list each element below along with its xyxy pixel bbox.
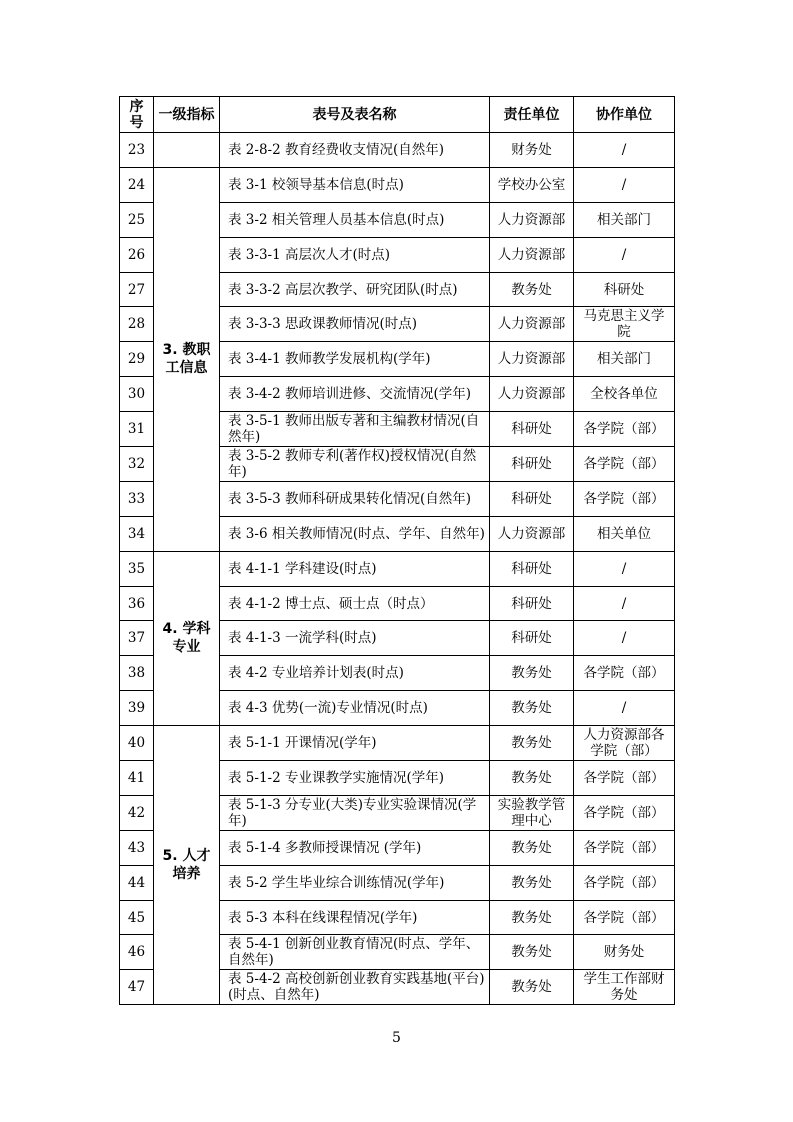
row-table-name: 表 5-2 学生毕业综合训练情况(学年) <box>220 865 490 900</box>
row-cooperating: / <box>574 167 675 202</box>
row-cooperating: / <box>574 133 675 168</box>
table-row <box>120 167 675 202</box>
table-row <box>120 726 675 761</box>
row-table-name: 表 4-2 专业培养计划表(时点) <box>220 656 490 691</box>
row-cooperating: 各学院（部） <box>574 830 675 865</box>
table-header-row <box>120 97 675 133</box>
row-no: 43 <box>120 830 154 865</box>
row-table-name: 表 3-5-2 教师专利(著作权)授权情况(自然年) <box>220 447 490 482</box>
row-no: 33 <box>120 481 154 516</box>
row-no: 29 <box>120 342 154 377</box>
row-table-name: 表 4-3 优势(一流)专业情况(时点) <box>220 691 490 726</box>
row-no: 23 <box>120 133 154 168</box>
row-cooperating: 各学院（部） <box>574 900 675 935</box>
row-table-name: 表 3-4-2 教师培训进修、交流情况(学年) <box>220 377 490 412</box>
row-no: 26 <box>120 237 154 272</box>
table-row <box>120 133 675 168</box>
row-no: 47 <box>120 970 154 1005</box>
group-discipline: 4. 学科专业 <box>154 551 220 725</box>
row-responsible: 科研处 <box>490 551 574 586</box>
row-cooperating: 各学院（部） <box>574 865 675 900</box>
row-no: 37 <box>120 621 154 656</box>
row-table-name: 表 5-1-2 专业课教学实施情况(学年) <box>220 761 490 796</box>
row-table-name: 表 5-4-2 高校创新创业教育实践基地(平台)(时点、自然年) <box>220 970 490 1005</box>
row-table-name: 表 5-1-1 开课情况(学年) <box>220 726 490 761</box>
row-cooperating: / <box>574 586 675 621</box>
row-no: 42 <box>120 795 154 830</box>
row-table-name: 表 3-3-1 高层次人才(时点) <box>220 237 490 272</box>
row-cooperating: 各学院（部） <box>574 656 675 691</box>
row-cooperating: 财务处 <box>574 935 675 970</box>
row-cooperating: / <box>574 691 675 726</box>
row-cooperating: 相关单位 <box>574 516 675 551</box>
row-cooperating: 全校各单位 <box>574 377 675 412</box>
row-no: 32 <box>120 447 154 482</box>
row-cooperating: / <box>574 621 675 656</box>
row-cooperating: 相关部门 <box>574 202 675 237</box>
row-no: 25 <box>120 202 154 237</box>
row-responsible: 教务处 <box>490 726 574 761</box>
row-no: 30 <box>120 377 154 412</box>
row-responsible: 人力资源部 <box>490 516 574 551</box>
row-cooperating: 各学院（部） <box>574 795 675 830</box>
row-cooperating: / <box>574 551 675 586</box>
row-no: 39 <box>120 691 154 726</box>
row-no: 38 <box>120 656 154 691</box>
row-table-name: 表 5-1-3 分专业(大类)专业实验课情况(学年) <box>220 795 490 830</box>
row-responsible: 教务处 <box>490 830 574 865</box>
table-row <box>120 551 675 586</box>
row-responsible: 教务处 <box>490 900 574 935</box>
row-table-name: 表 3-5-3 教师科研成果转化情况(自然年) <box>220 481 490 516</box>
row-responsible: 教务处 <box>490 272 574 307</box>
row-table-name: 表 2-8-2 教育经费收支情况(自然年) <box>220 133 490 168</box>
row-responsible: 科研处 <box>490 621 574 656</box>
row-responsible: 科研处 <box>490 586 574 621</box>
row-no: 34 <box>120 516 154 551</box>
row-no: 36 <box>120 586 154 621</box>
row-responsible: 教务处 <box>490 691 574 726</box>
row-no: 24 <box>120 167 154 202</box>
group-cell-empty <box>154 133 220 168</box>
row-responsible: 人力资源部 <box>490 202 574 237</box>
row-responsible: 教务处 <box>490 865 574 900</box>
row-cooperating: 各学院（部） <box>574 412 675 447</box>
header-no: 序号 <box>120 97 154 133</box>
row-table-name: 表 3-2 相关管理人员基本信息(时点) <box>220 202 490 237</box>
row-no: 35 <box>120 551 154 586</box>
header-cooperating: 协作单位 <box>574 97 675 133</box>
row-no: 31 <box>120 412 154 447</box>
row-responsible: 实验教学管理中心 <box>490 795 574 830</box>
row-no: 40 <box>120 726 154 761</box>
row-responsible: 科研处 <box>490 447 574 482</box>
row-cooperating: 相关部门 <box>574 342 675 377</box>
row-table-name: 表 5-1-4 多教师授课情况 (学年) <box>220 830 490 865</box>
row-no: 28 <box>120 307 154 342</box>
row-responsible: 科研处 <box>490 412 574 447</box>
row-responsible: 科研处 <box>490 481 574 516</box>
row-cooperating: 学生工作部财务处 <box>574 970 675 1005</box>
row-table-name: 表 4-1-1 学科建设(时点) <box>220 551 490 586</box>
row-cooperating: 各学院（部） <box>574 447 675 482</box>
row-no: 44 <box>120 865 154 900</box>
row-responsible: 人力资源部 <box>490 307 574 342</box>
header-responsible: 责任单位 <box>490 97 574 133</box>
row-cooperating: / <box>574 237 675 272</box>
row-cooperating: 各学院（部） <box>574 761 675 796</box>
row-no: 46 <box>120 935 154 970</box>
row-responsible: 财务处 <box>490 133 574 168</box>
row-no: 27 <box>120 272 154 307</box>
row-cooperating: 各学院（部） <box>574 481 675 516</box>
row-table-name: 表 3-5-1 教师出版专著和主编教材情况(自然年) <box>220 412 490 447</box>
header-table-name: 表号及表名称 <box>220 97 490 133</box>
row-no: 45 <box>120 900 154 935</box>
row-responsible: 教务处 <box>490 970 574 1005</box>
row-cooperating: 人力资源部各学院（部） <box>574 726 675 761</box>
row-table-name: 表 3-1 校领导基本信息(时点) <box>220 167 490 202</box>
row-responsible: 人力资源部 <box>490 377 574 412</box>
row-responsible: 人力资源部 <box>490 237 574 272</box>
group-talent-training: 5. 人才培养 <box>154 726 220 1005</box>
row-responsible: 教务处 <box>490 935 574 970</box>
group-staff-info: 3. 教职工信息 <box>154 167 220 551</box>
row-table-name: 表 3-6 相关教师情况(时点、学年、自然年) <box>220 516 490 551</box>
page-number: 5 <box>392 1030 401 1046</box>
row-table-name: 表 5-3 本科在线课程情况(学年) <box>220 900 490 935</box>
row-table-name: 表 4-1-3 一流学科(时点) <box>220 621 490 656</box>
row-cooperating: 科研处 <box>574 272 675 307</box>
row-table-name: 表 3-3-3 思政课教师情况(时点) <box>220 307 490 342</box>
row-no: 41 <box>120 761 154 796</box>
row-table-name: 表 4-1-2 博士点、硕士点（时点） <box>220 586 490 621</box>
row-responsible: 教务处 <box>490 761 574 796</box>
row-table-name: 表 3-3-2 高层次教学、研究团队(时点) <box>220 272 490 307</box>
row-table-name: 表 5-4-1 创新创业教育情况(时点、学年、自然年) <box>220 935 490 970</box>
row-table-name: 表 3-4-1 教师教学发展机构(学年) <box>220 342 490 377</box>
row-cooperating: 马克思主义学院 <box>574 307 675 342</box>
row-responsible: 教务处 <box>490 656 574 691</box>
row-responsible: 人力资源部 <box>490 342 574 377</box>
header-indicator: 一级指标 <box>154 97 220 133</box>
row-responsible: 学校办公室 <box>490 167 574 202</box>
indicator-table <box>119 96 675 1005</box>
